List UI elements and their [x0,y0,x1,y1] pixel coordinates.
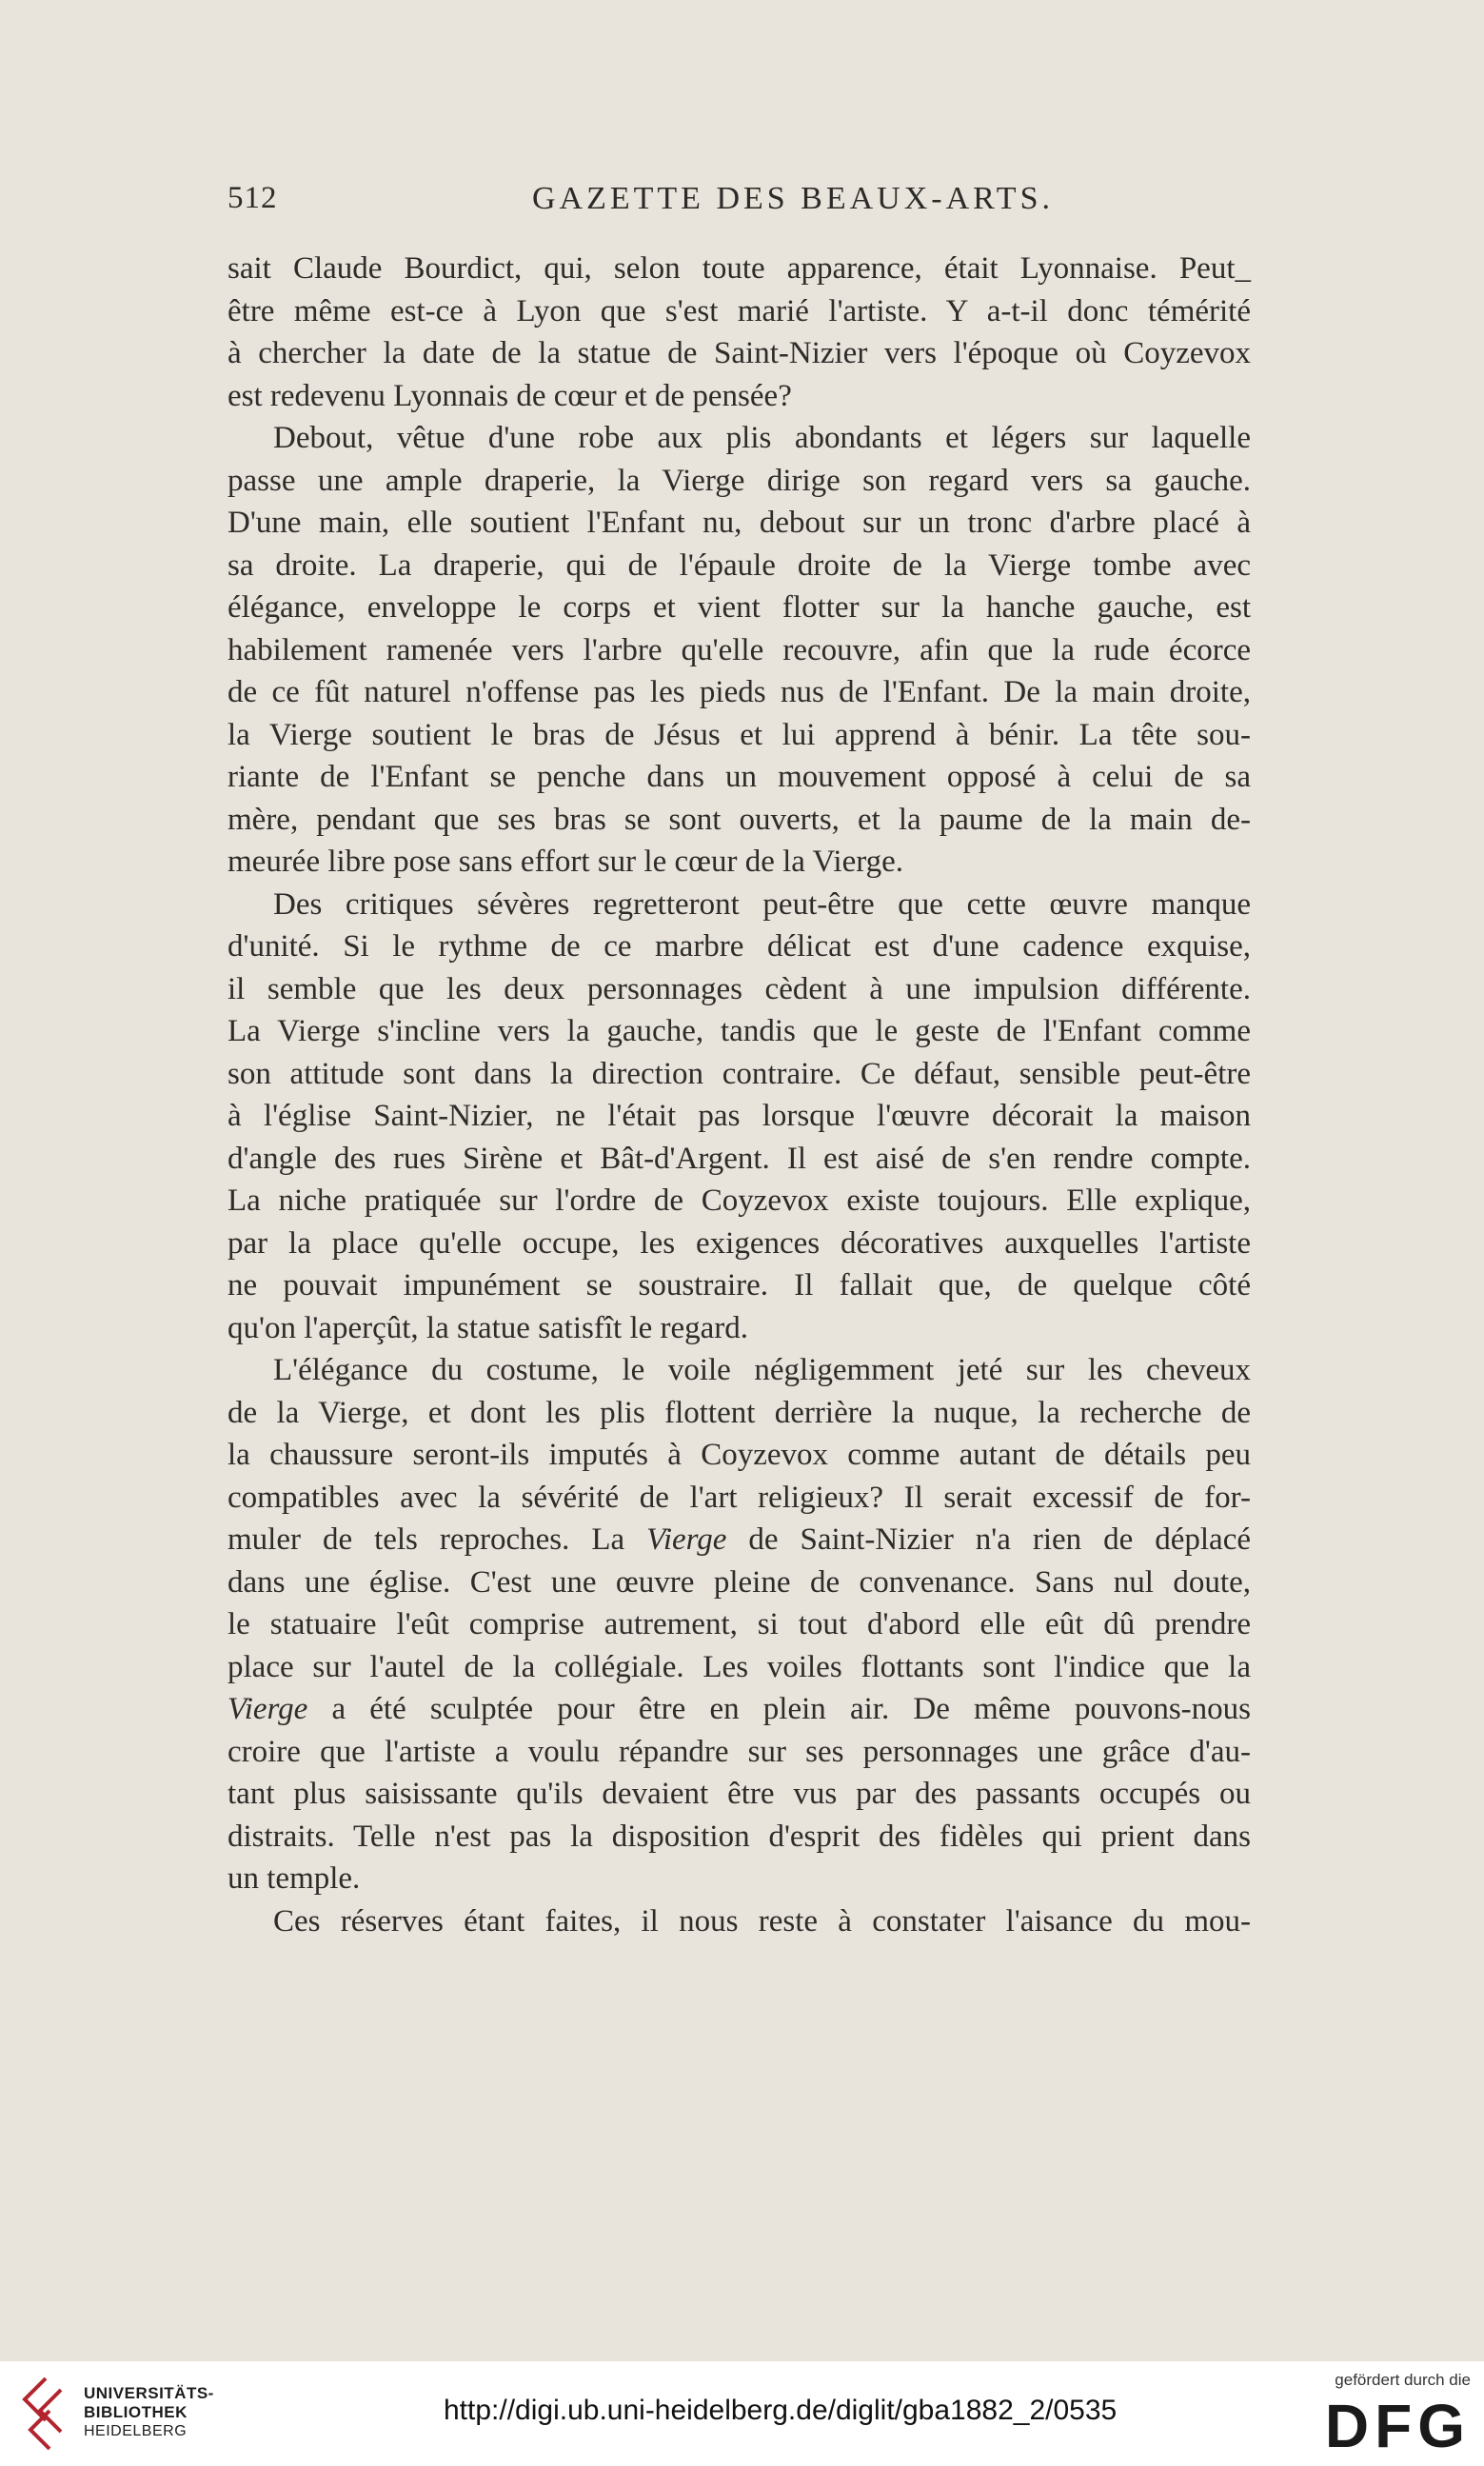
text-line: D'une main, elle soutient l'Enfant nu, debout sur un tronc d'arbre placé à [228,506,1251,540]
paragraph [228,1349,1251,1900]
library-name-line: BIBLIOTHEK [84,2403,188,2421]
text-line: sa droite. La draperie, qui de l'épaule droite de la Vierge tombe avec [228,547,1251,583]
page-header [228,181,1251,229]
dfg-logo: DFG [1324,2392,1471,2460]
text-line: distraits. Telle n'est pas la disposition d'esprit des fidèles qui prient dans [228,1819,1251,1854]
italic-word: Vierge [228,1692,308,1726]
text-line: par la place qu'elle occupe, les exigences décoratives auxquelles l'artiste [228,1225,1251,1261]
page-number: 512 [228,181,278,215]
text-line: d'angle des rues Sirène et Bât-d'Argent. Il est aisé de s'en rendre compte. [228,1141,1251,1176]
text-line: élégance, enveloppe le corps et vient flotter sur la hanche gauche, est [228,590,1251,625]
text-line: sait Claude Bourdict, qui, selon toute apparence, était Lyonnaise. Peut_ [228,251,1251,286]
text-line: La Vierge s'incline vers la gauche, tandis que le geste de l'Enfant comme [228,1014,1251,1048]
text-line: muler de tels reproches. La Vierge de Saint-Nizier n'a rien de déplacé [228,1522,1252,1557]
text-line: est redevenu Lyonnais de cœur et de pensée? [228,378,792,413]
running-title: GAZETTE DES BEAUX-ARTS. [532,181,1054,216]
digitization-footer [0,2361,1484,2466]
paragraph [228,248,1251,417]
text-line: mère, pendant que ses bras se sont ouverts, et la paume de la main de- [228,802,1251,837]
text-line: riante de l'Enfant se penche dans un mouvement opposé à celui de sa [228,760,1251,794]
text-line: Vierge a été sculptée pour être en plein air. De même pouvons-nous [228,1692,1251,1726]
text-line: à l'église Saint-Nizier, ne l'était pas lorsque l'œuvre décorait la maison [228,1099,1251,1133]
funding-notice [1280,2371,1471,2460]
text-line: d'unité. Si le rythme de ce marbre délicat est d'une cadence exquise, [228,929,1251,964]
text-line: être même est-ce à Lyon que s'est marié l'artiste. Y a-t-il donc témérité [228,293,1251,328]
text-line: dans une église. C'est une œuvre pleine de convenance. Sans nul doute, [228,1564,1251,1600]
text-line: place sur l'autel de la collégiale. Les voiles flottants sont l'indice que la [228,1649,1251,1684]
text-line: ne pouvait impunément se soustraire. Il fallait que, de quelque côté [228,1268,1251,1303]
text-line: meurée libre pose sans effort sur le cœur de la Vierge. [228,845,904,879]
text-line: habilement ramenée vers l'arbre qu'elle recouvre, afin que la rude écorce [228,632,1251,667]
text-line: Debout, vêtue d'une robe aux plis abondants et légers sur laquelle [273,421,1251,455]
text-line: un temple. [228,1861,361,1896]
university-library-logo-icon [17,2373,76,2453]
text-line: croire que l'artiste a voulu répandre sur ses personnages une grâce d'au- [228,1734,1251,1769]
text-line: Ces réserves étant faites, il nous reste à constater l'aisance du mou- [273,1903,1251,1939]
text-line: compatibles avec la sévérité de l'art religieux? Il serait excessif de for- [228,1480,1251,1515]
text-line: de ce fût naturel n'offense pas les pieds nus de l'Enfant. De la main droite, [228,675,1251,709]
italic-word: Vierge [646,1522,727,1557]
body-text [228,248,1251,1942]
permalink-url[interactable]: http://digi.ub.uni-heidelberg.de/diglit/gba1882_2/0535 [444,2395,1118,2426]
paragraph [228,1900,1251,1943]
text-line: il semble que les deux personnages cèdent à une impulsion différente. [228,971,1251,1006]
text-line: le statuaire l'eût comprise autrement, si tout d'abord elle eût dû prendre [228,1607,1251,1641]
paragraph [228,884,1251,1350]
text-line: La niche pratiquée sur l'ordre de Coyzevox existe toujours. Elle explique, [228,1183,1251,1218]
text-line: L'élégance du costume, le voile négligemment jeté sur les cheveux [273,1353,1251,1387]
text-line: à chercher la date de la statue de Saint-Nizier vers l'époque où Coyzevox [228,336,1251,370]
funding-caption: gefördert durch die [1335,2371,1471,2389]
text-line: tant plus saisissante qu'ils devaient être vus par des passants occupés ou [228,1777,1251,1811]
library-name-line: HEIDELBERG [84,2423,188,2439]
library-name [84,2384,214,2441]
paragraph [228,417,1251,884]
text-line: Des critiques sévères regretteront peut-être que cette œuvre manque [273,886,1251,922]
text-line: passe une ample draperie, la Vierge dirige son regard vers sa gauche. [228,463,1251,498]
text-line: son attitude sont dans la direction contraire. Ce défaut, sensible peut-être [228,1056,1251,1091]
text-line: la chaussure seront-ils imputés à Coyzevox comme autant de détails peu [228,1438,1251,1472]
text-line: qu'on l'aperçût, la statue satisfît le regard. [228,1310,749,1345]
library-name-line: UNIVERSITÄTS- [84,2384,214,2402]
text-line: la Vierge soutient le bras de Jésus et lui apprend à bénir. La tête sou- [228,717,1251,752]
text-line: de la Vierge, et dont les plis flottent derrière la nuque, la recherche de [228,1395,1251,1430]
